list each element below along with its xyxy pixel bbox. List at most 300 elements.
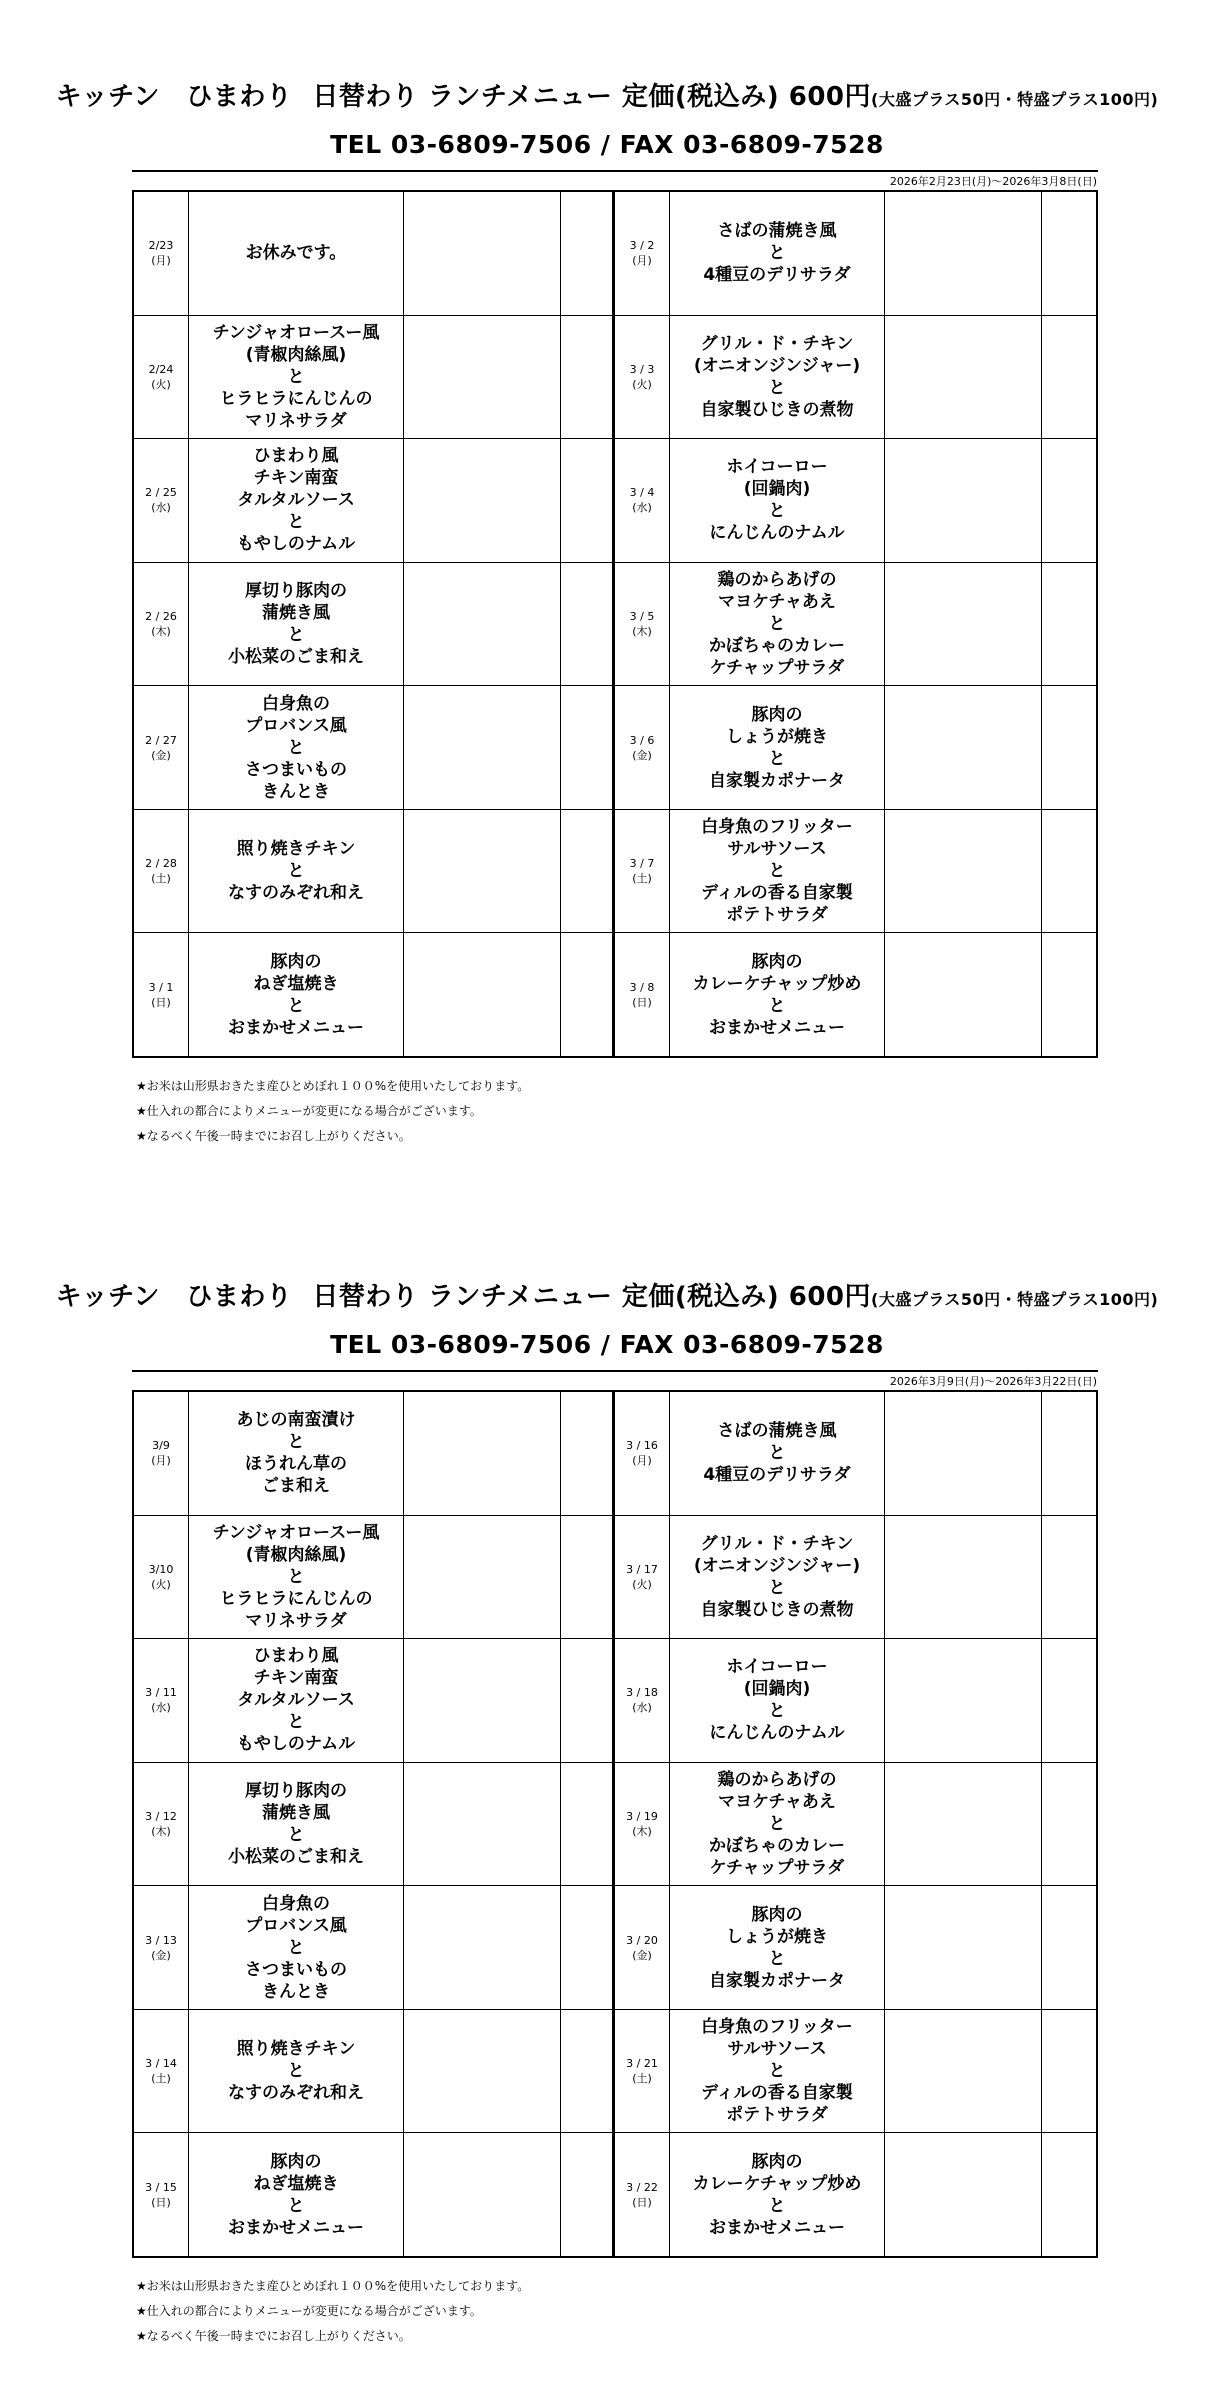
dish-line: ヒラヒラにんじんの bbox=[219, 388, 373, 409]
menu-row bbox=[134, 316, 612, 440]
blank-cell bbox=[404, 933, 561, 1056]
dish-line: と bbox=[287, 1825, 305, 1846]
dish-line: (オニオンジンジャー) bbox=[693, 1555, 861, 1576]
blank-cell bbox=[1042, 933, 1096, 1056]
date-cell bbox=[134, 2133, 189, 2256]
weekday-text: (水) bbox=[151, 501, 171, 515]
weekday-text: (水) bbox=[632, 501, 652, 515]
date-text: 2 / 26 bbox=[145, 610, 177, 624]
dish-line: マヨケチャあえ bbox=[718, 592, 836, 613]
dish-line: と bbox=[768, 614, 786, 635]
dish-line: 豚肉の bbox=[270, 2151, 322, 2172]
dish-line: ごま和え bbox=[262, 1476, 330, 1497]
sheet-title bbox=[0, 76, 1214, 113]
contact-line: TEL 03-6809-7506 / FAX 03-6809-7528 bbox=[330, 130, 884, 159]
dish-line: 豚肉の bbox=[751, 704, 803, 725]
dish-line: と bbox=[287, 1566, 305, 1587]
dish-line: チンジャオロースー風 bbox=[212, 1522, 380, 1543]
blank-cell bbox=[1042, 192, 1096, 315]
header-rule bbox=[132, 170, 1098, 172]
blank-cell bbox=[404, 2133, 561, 2256]
blank-cell bbox=[561, 192, 612, 315]
dish-line: タルタルソース bbox=[237, 490, 355, 511]
dish-cell bbox=[189, 1392, 404, 1515]
date-text: 3 / 8 bbox=[629, 980, 655, 994]
weekday-text: (火) bbox=[632, 377, 652, 391]
menu-row bbox=[615, 1763, 1096, 1887]
dish-cell bbox=[189, 2133, 404, 2256]
dish-line: 白身魚の bbox=[262, 693, 330, 714]
date-cell bbox=[134, 1886, 189, 2009]
dish-line: さつまいもの bbox=[245, 1959, 347, 1980]
blank-cell bbox=[885, 563, 1042, 686]
dish-line: と bbox=[768, 243, 786, 264]
menu-week-right bbox=[615, 1392, 1096, 2256]
dish-line: と bbox=[768, 1814, 786, 1835]
dish-line: しょうが焼き bbox=[726, 1926, 828, 1947]
dish-line: ねぎ塩焼き bbox=[253, 973, 339, 994]
dish-cell bbox=[189, 1886, 404, 2009]
menu-row bbox=[134, 563, 612, 687]
blank-cell bbox=[1042, 1639, 1096, 1762]
menu-row bbox=[615, 1886, 1096, 2010]
menu-row bbox=[134, 1639, 612, 1763]
blank-cell bbox=[885, 1886, 1042, 2009]
menu-row bbox=[134, 933, 612, 1056]
blank-cell bbox=[561, 316, 612, 439]
dish-line: 白身魚の bbox=[262, 1893, 330, 1914]
blank-cell bbox=[561, 1392, 612, 1515]
menu-table bbox=[132, 1390, 1098, 2258]
blank-cell bbox=[885, 2133, 1042, 2256]
blank-cell bbox=[561, 810, 612, 933]
blank-cell bbox=[885, 1639, 1042, 1762]
date-text: 3 / 20 bbox=[626, 1933, 658, 1947]
dish-line: ヒラヒラにんじんの bbox=[219, 1588, 373, 1609]
menu-row bbox=[134, 1516, 612, 1640]
weekday-text: (土) bbox=[632, 872, 652, 886]
date-text: 2/23 bbox=[148, 239, 174, 253]
date-cell bbox=[134, 1763, 189, 1886]
dish-line: ケチャップサラダ bbox=[709, 658, 845, 679]
dish-line: サルサソース bbox=[727, 2039, 827, 2060]
dish-line: 小松菜のごま和え bbox=[228, 1847, 364, 1868]
dish-line: さばの蒲焼き風 bbox=[717, 221, 837, 242]
menu-period: 2026年2月23日(月)～2026年3月8日(日) bbox=[889, 175, 1097, 188]
dish-line: と bbox=[768, 1577, 786, 1598]
blank-cell bbox=[404, 563, 561, 686]
date-cell bbox=[134, 439, 189, 562]
menu-sheet-2 bbox=[0, 1200, 1214, 2400]
date-cell bbox=[615, 1516, 670, 1639]
menu-row bbox=[615, 686, 1096, 810]
menu-row bbox=[134, 1392, 612, 1516]
date-text: 3 / 6 bbox=[629, 733, 655, 747]
menu-row bbox=[615, 810, 1096, 934]
dish-line: チキン南蛮 bbox=[253, 468, 339, 489]
blank-cell bbox=[1042, 1763, 1096, 1886]
weekday-text: (金) bbox=[632, 1948, 652, 1962]
blank-cell bbox=[404, 316, 561, 439]
blank-cell bbox=[1042, 1886, 1096, 2009]
menu-notes bbox=[136, 2274, 529, 2349]
weekday-text: (日) bbox=[632, 995, 652, 1009]
weekday-text: (水) bbox=[151, 1701, 171, 1715]
menu-row bbox=[134, 686, 612, 810]
dish-line: お休みです。 bbox=[245, 243, 347, 264]
dish-line: と bbox=[768, 2061, 786, 2082]
dish-line: 蒲焼き風 bbox=[262, 603, 330, 624]
note-menu-change: ★仕入れの都合によりメニューが変更になる場合がございます。 bbox=[136, 2304, 482, 2318]
dish-line: にんじんのナムル bbox=[709, 523, 845, 544]
date-text: 3 / 17 bbox=[626, 1562, 658, 1576]
blank-cell bbox=[561, 439, 612, 562]
dish-line: ねぎ塩焼き bbox=[253, 2173, 339, 2194]
dish-line: ディルの香る自家製 bbox=[701, 883, 853, 904]
dish-line: と bbox=[287, 1937, 305, 1958]
date-cell bbox=[615, 1392, 670, 1515]
dish-line: 自家製カポナータ bbox=[709, 1970, 845, 1991]
dish-line: にんじんのナムル bbox=[709, 1723, 845, 1744]
date-text: 3 / 11 bbox=[145, 1686, 177, 1700]
weekday-text: (木) bbox=[632, 1825, 652, 1839]
weekday-text: (火) bbox=[632, 1577, 652, 1591]
blank-cell bbox=[404, 2010, 561, 2133]
dish-line: ほうれん草の bbox=[245, 1454, 347, 1475]
date-text: 3 / 4 bbox=[629, 486, 655, 500]
blank-cell bbox=[404, 1392, 561, 1515]
dish-line: 豚肉の bbox=[751, 2151, 803, 2172]
menu-row bbox=[134, 2133, 612, 2256]
note-menu-change: ★仕入れの都合によりメニューが変更になる場合がございます。 bbox=[136, 1104, 482, 1118]
weekday-text: (土) bbox=[151, 2072, 171, 2086]
blank-cell bbox=[885, 316, 1042, 439]
menu-row bbox=[615, 192, 1096, 316]
blank-cell bbox=[1042, 686, 1096, 809]
dish-cell bbox=[670, 1516, 885, 1639]
blank-cell bbox=[885, 2010, 1042, 2133]
dish-cell bbox=[670, 316, 885, 439]
date-text: 2 / 25 bbox=[145, 486, 177, 500]
dish-line: ホイコーロー bbox=[726, 1657, 828, 1678]
dish-line: さつまいもの bbox=[245, 759, 347, 780]
date-cell bbox=[615, 2133, 670, 2256]
shop-name: キッチン ひまわり bbox=[55, 1282, 293, 1312]
weekday-text: (金) bbox=[151, 1948, 171, 1962]
dish-line: マヨケチャあえ bbox=[718, 1792, 836, 1813]
date-cell bbox=[134, 2010, 189, 2133]
date-text: 3 / 12 bbox=[145, 1810, 177, 1824]
blank-cell bbox=[885, 192, 1042, 315]
blank-cell bbox=[404, 686, 561, 809]
menu-notes bbox=[136, 1074, 529, 1149]
date-cell bbox=[134, 192, 189, 315]
date-cell bbox=[134, 933, 189, 1056]
date-text: 2 / 27 bbox=[145, 733, 177, 747]
date-text: 3/10 bbox=[148, 1562, 174, 1576]
date-cell bbox=[134, 316, 189, 439]
dish-line: 小松菜のごま和え bbox=[228, 647, 364, 668]
dish-line: プロバンス風 bbox=[245, 715, 347, 736]
note-eat-by: ★なるべく午後一時までにお召し上がりください。 bbox=[136, 1129, 411, 1143]
dish-cell bbox=[189, 1763, 404, 1886]
blank-cell bbox=[561, 686, 612, 809]
date-text: 3 / 1 bbox=[148, 980, 174, 994]
menu-row bbox=[615, 2010, 1096, 2134]
date-cell bbox=[615, 439, 670, 562]
dish-cell bbox=[189, 2010, 404, 2133]
dish-line: サルサソース bbox=[727, 839, 827, 860]
dish-cell bbox=[189, 810, 404, 933]
dish-cell bbox=[670, 1763, 885, 1886]
dish-line: と bbox=[768, 1701, 786, 1722]
weekday-text: (月) bbox=[632, 254, 652, 268]
dish-line: (青椒肉絲風) bbox=[245, 1544, 347, 1565]
dish-line: 厚切り豚肉の bbox=[245, 581, 347, 602]
date-text: 2 / 28 bbox=[145, 857, 177, 871]
dish-line: と bbox=[287, 2195, 305, 2216]
blank-cell bbox=[885, 933, 1042, 1056]
date-cell bbox=[615, 316, 670, 439]
dish-line: カレーケチャップ炒め bbox=[692, 973, 862, 994]
date-cell bbox=[134, 1392, 189, 1515]
blank-cell bbox=[404, 810, 561, 933]
dish-line: (オニオンジンジャー) bbox=[693, 355, 861, 376]
dish-cell bbox=[670, 933, 885, 1056]
dish-line: 蒲焼き風 bbox=[262, 1803, 330, 1824]
date-cell bbox=[615, 1886, 670, 2009]
note-rice: ★お米は山形県おきたま産ひとめぼれ１００%を使用いたしております。 bbox=[136, 1079, 530, 1093]
dish-line: と bbox=[287, 995, 305, 1016]
date-cell bbox=[615, 563, 670, 686]
blank-cell bbox=[1042, 439, 1096, 562]
dish-line: 豚肉の bbox=[751, 1904, 803, 1925]
date-cell bbox=[615, 686, 670, 809]
weekday-text: (火) bbox=[151, 1577, 171, 1591]
menu-row bbox=[134, 1886, 612, 2010]
weekday-text: (日) bbox=[151, 995, 171, 1009]
note-rice: ★お米は山形県おきたま産ひとめぼれ１００%を使用いたしております。 bbox=[136, 2279, 530, 2293]
size-price-note: (大盛プラス50円・特盛プラス100円) bbox=[871, 1290, 1159, 1309]
date-text: 3 / 14 bbox=[145, 2057, 177, 2071]
dish-line: しょうが焼き bbox=[726, 726, 828, 747]
dish-line: 照り焼きチキン bbox=[236, 2039, 356, 2060]
blank-cell bbox=[561, 2133, 612, 2256]
date-text: 3 / 22 bbox=[626, 2180, 658, 2194]
dish-line: と bbox=[287, 366, 305, 387]
menu-row bbox=[134, 2010, 612, 2134]
menu-row bbox=[615, 2133, 1096, 2256]
menu-row bbox=[134, 1763, 612, 1887]
date-cell bbox=[134, 563, 189, 686]
blank-cell bbox=[1042, 2133, 1096, 2256]
dish-line: あじの南蛮漬け bbox=[236, 1410, 356, 1431]
dish-line: ケチャップサラダ bbox=[709, 1858, 845, 1879]
dish-line: おまかせメニュー bbox=[709, 1017, 845, 1038]
dish-cell bbox=[670, 192, 885, 315]
blank-cell bbox=[561, 933, 612, 1056]
menu-week-left bbox=[134, 1392, 615, 2256]
menu-week-right bbox=[615, 192, 1096, 1056]
menu-table bbox=[132, 190, 1098, 1058]
dish-cell bbox=[189, 1516, 404, 1639]
date-cell bbox=[615, 810, 670, 933]
dish-line: チンジャオロースー風 bbox=[212, 322, 380, 343]
dish-line: チキン南蛮 bbox=[253, 1668, 339, 1689]
weekday-text: (日) bbox=[151, 2195, 171, 2209]
menu-price-heading: 日替わり ランチメニュー 定価(税込み) 600円 bbox=[312, 1282, 871, 1312]
menu-row bbox=[615, 1639, 1096, 1763]
dish-line: カレーケチャップ炒め bbox=[692, 2173, 862, 2194]
dish-cell bbox=[670, 1392, 885, 1515]
dish-line: きんとき bbox=[262, 781, 330, 802]
dish-line: かぼちゃのカレー bbox=[709, 1836, 845, 1857]
dish-line: マリネサラダ bbox=[245, 410, 347, 431]
date-cell bbox=[615, 1639, 670, 1762]
dish-line: 白身魚のフリッター bbox=[701, 2017, 853, 2038]
blank-cell bbox=[885, 686, 1042, 809]
dish-cell bbox=[189, 192, 404, 315]
blank-cell bbox=[561, 1516, 612, 1639]
dish-line: 照り焼きチキン bbox=[236, 839, 356, 860]
dish-line: と bbox=[287, 861, 305, 882]
date-cell bbox=[134, 1516, 189, 1639]
dish-line: タルタルソース bbox=[237, 1690, 355, 1711]
blank-cell bbox=[404, 1639, 561, 1762]
date-text: 3 / 7 bbox=[629, 857, 655, 871]
dish-line: 白身魚のフリッター bbox=[701, 817, 853, 838]
dish-line: ホイコーロー bbox=[726, 457, 828, 478]
menu-row bbox=[615, 439, 1096, 563]
dish-line: (回鍋肉) bbox=[743, 479, 811, 500]
dish-line: と bbox=[287, 625, 305, 646]
shop-name: キッチン ひまわり bbox=[55, 82, 293, 112]
weekday-text: (木) bbox=[151, 625, 171, 639]
dish-line: 自家製ひじきの煮物 bbox=[700, 399, 854, 420]
menu-row bbox=[615, 316, 1096, 440]
dish-line: と bbox=[768, 2195, 786, 2216]
date-text: 3 / 21 bbox=[626, 2057, 658, 2071]
dish-line: 4種豆のデリサラダ bbox=[703, 1465, 851, 1486]
note-eat-by: ★なるべく午後一時までにお召し上がりください。 bbox=[136, 2329, 411, 2343]
dish-line: と bbox=[287, 737, 305, 758]
menu-row bbox=[134, 439, 612, 563]
date-text: 3 / 18 bbox=[626, 1686, 658, 1700]
dish-line: ポテトサラダ bbox=[726, 2105, 828, 2126]
dish-line: (回鍋肉) bbox=[743, 1679, 811, 1700]
dish-line: グリル・ド・チキン bbox=[700, 1533, 854, 1554]
menu-row bbox=[134, 192, 612, 316]
date-text: 3 / 16 bbox=[626, 1439, 658, 1453]
dish-line: と bbox=[768, 1443, 786, 1464]
blank-cell bbox=[404, 1886, 561, 2009]
dish-line: かぼちゃのカレー bbox=[709, 636, 845, 657]
dish-cell bbox=[670, 563, 885, 686]
dish-cell bbox=[189, 1639, 404, 1762]
blank-cell bbox=[885, 439, 1042, 562]
weekday-text: (金) bbox=[151, 748, 171, 762]
dish-cell bbox=[189, 439, 404, 562]
dish-line: と bbox=[768, 501, 786, 522]
dish-line: なすのみぞれ和え bbox=[228, 2083, 364, 2104]
dish-cell bbox=[670, 2010, 885, 2133]
menu-row bbox=[134, 810, 612, 934]
date-text: 3 / 15 bbox=[145, 2180, 177, 2194]
dish-line: グリル・ド・チキン bbox=[700, 333, 854, 354]
weekday-text: (木) bbox=[151, 1825, 171, 1839]
dish-line: ポテトサラダ bbox=[726, 905, 828, 926]
size-price-note: (大盛プラス50円・特盛プラス100円) bbox=[871, 90, 1159, 109]
blank-cell bbox=[561, 563, 612, 686]
dish-line: おまかせメニュー bbox=[709, 2217, 845, 2238]
blank-cell bbox=[561, 1763, 612, 1886]
menu-row bbox=[615, 563, 1096, 687]
dish-line: 厚切り豚肉の bbox=[245, 1781, 347, 1802]
blank-cell bbox=[561, 1639, 612, 1762]
date-text: 3 / 2 bbox=[629, 239, 655, 253]
dish-line: ディルの香る自家製 bbox=[701, 2083, 853, 2104]
weekday-text: (水) bbox=[632, 1701, 652, 1715]
date-text: 3 / 5 bbox=[629, 610, 655, 624]
date-text: 3 / 3 bbox=[629, 362, 655, 376]
dish-line: 自家製ひじきの煮物 bbox=[700, 1599, 854, 1620]
dish-line: 鶏のからあげの bbox=[717, 570, 837, 591]
dish-line: ひまわり風 bbox=[253, 1646, 339, 1667]
weekday-text: (月) bbox=[632, 1454, 652, 1468]
blank-cell bbox=[404, 1763, 561, 1886]
menu-period: 2026年3月9日(月)～2026年3月22日(日) bbox=[889, 1375, 1097, 1388]
date-text: 2/24 bbox=[148, 362, 174, 376]
weekday-text: (土) bbox=[151, 872, 171, 886]
dish-line: と bbox=[768, 861, 786, 882]
blank-cell bbox=[1042, 810, 1096, 933]
dish-line: おまかせメニュー bbox=[228, 2217, 364, 2238]
blank-cell bbox=[1042, 1392, 1096, 1515]
blank-cell bbox=[885, 1763, 1042, 1886]
date-text: 3/9 bbox=[152, 1439, 170, 1453]
dish-cell bbox=[189, 563, 404, 686]
dish-line: おまかせメニュー bbox=[228, 1017, 364, 1038]
blank-cell bbox=[1042, 1516, 1096, 1639]
dish-cell bbox=[670, 1886, 885, 2009]
dish-line: と bbox=[287, 1712, 305, 1733]
dish-line: と bbox=[287, 512, 305, 533]
dish-cell bbox=[670, 686, 885, 809]
dish-cell bbox=[670, 1639, 885, 1762]
weekday-text: (木) bbox=[632, 625, 652, 639]
weekday-text: (日) bbox=[632, 2195, 652, 2209]
blank-cell bbox=[561, 1886, 612, 2009]
dish-line: 自家製カポナータ bbox=[709, 770, 845, 791]
dish-cell bbox=[670, 439, 885, 562]
weekday-text: (火) bbox=[151, 377, 171, 391]
date-cell bbox=[134, 1639, 189, 1762]
blank-cell bbox=[1042, 2010, 1096, 2133]
dish-line: と bbox=[768, 377, 786, 398]
blank-cell bbox=[885, 1516, 1042, 1639]
dish-line: きんとき bbox=[262, 1981, 330, 2002]
weekday-text: (土) bbox=[632, 2072, 652, 2086]
menu-row bbox=[615, 1392, 1096, 1516]
dish-line: と bbox=[287, 1432, 305, 1453]
blank-cell bbox=[404, 192, 561, 315]
weekday-text: (金) bbox=[632, 748, 652, 762]
date-cell bbox=[134, 810, 189, 933]
menu-week-left bbox=[134, 192, 615, 1056]
dish-line: 豚肉の bbox=[270, 951, 322, 972]
dish-line: プロバンス風 bbox=[245, 1915, 347, 1936]
blank-cell bbox=[885, 810, 1042, 933]
